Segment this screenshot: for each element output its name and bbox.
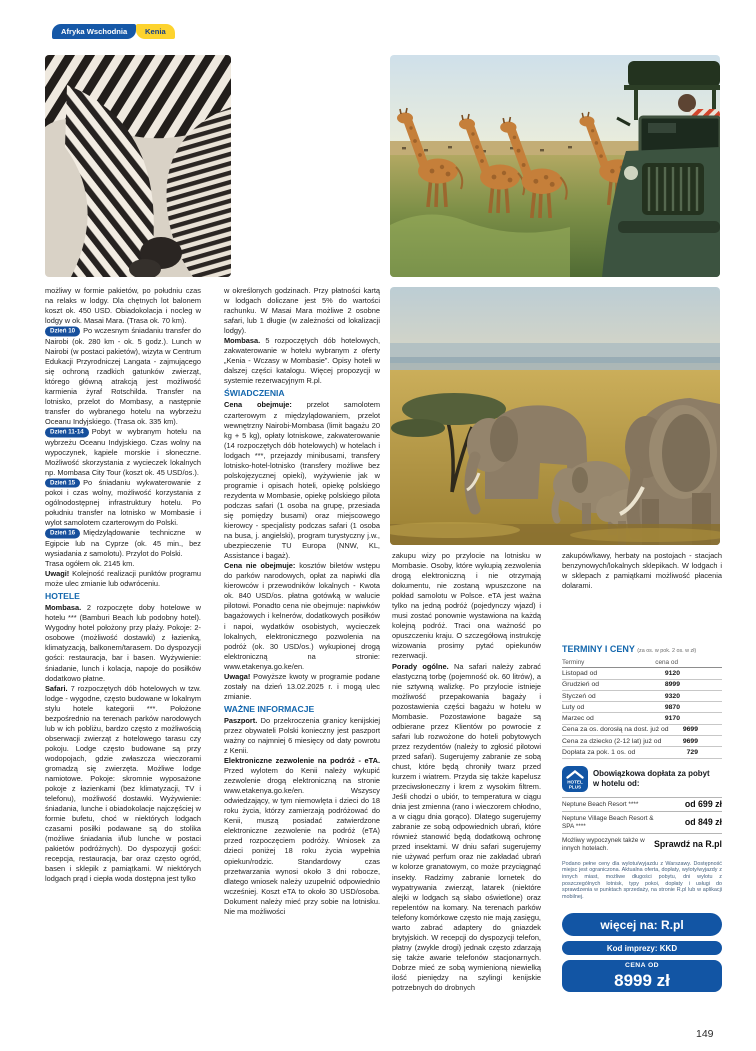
price-row-value: 8999 <box>664 681 680 689</box>
price-row-value: 9699 <box>682 726 698 734</box>
other-hotels-note: Możliwy wypoczynek także w innych hotelach. <box>562 837 645 853</box>
itinerary-day <box>45 528 201 559</box>
note-text: Kolejność realizacji punktów programu może ulec zmianie lub odwróceniu. <box>45 569 201 589</box>
hotel-mombasa2-paragraph <box>224 336 380 386</box>
itinerary-day <box>45 427 201 478</box>
giraffe-safari-photo <box>390 55 720 277</box>
hotel-plus-icon <box>562 766 588 792</box>
route-total: Trasa ogółem ok. 2145 km. <box>45 559 135 569</box>
hotel-mombasa-paragraph <box>45 603 201 683</box>
price-row-label: Listopad od <box>562 669 598 677</box>
paragraph-text: kosztów biletów wstępu do parków narodowych, opłat za napiwki dla kierowców i przewodników lokalnych - Kwota ok. 840 USD/os. płatna gotówką w walucie pilotowi. Ponadto cena nie obejmuje: napiwków bagażowych i kelnerów, dodatkowych posiłków i napoi, wydatków osobistych, wycieczek lokalnych, elektronicznego pozwolenia na podróż (ok. 30 USD/os.) wykupionej drogą elektroniczną na stronie: www.etakenya.go.ke/en. <box>224 561 380 671</box>
elephant-photo <box>390 287 720 545</box>
text-column-3 <box>392 551 541 1016</box>
itinerary-continuation: możliwy w formie pakietów, po południu czas na relaks w lodgy. Dla chętnych lot balonem koszt ok. 450 USD. Obiadokolacja i nocleg w lodgy w ok. Masai Mara. (Trasa ok. 70 km). <box>45 286 201 326</box>
offer-buttons <box>562 913 722 992</box>
hotel-supplement-row <box>562 833 722 855</box>
price-row <box>562 668 722 679</box>
day-badge: Dzień 15 <box>45 478 80 488</box>
paragraph-text: 2 rozpoczęte doby hotelowe w hotelu *** (Bamburi Beach lub podobny hotel). Wygodny hotel położony przy plaży. Pokoje: 2-osobowe (możliwość dostawki) z łazienką, klimatyzacją, balkonem/tarasem. Do dyspozycji gości: restauracja, bar i basen. Wyżywienie: śniadanie, lunch i kolacja, napoje do posiłków dodatkowo płatne. <box>45 603 201 683</box>
region-tag: Afryka Wschodnia <box>52 24 136 39</box>
text-column-4 <box>562 551 722 599</box>
hotel-supplement-row <box>562 811 722 833</box>
itinerary-day <box>45 478 201 529</box>
day-text: Po wczesnym śniadaniu transfer do Nairobi (ok. 280 km - ok. 5 godz.). Lunch w Nairobi (w postaci pakietów), wizyta w Centrum Edukacji Przyrodniczej Langata - zajmującego się ochroną rzadkich gatunków zwierząt, którego główną atrakcją jest możliwość karmienia żyraf Rotschilda. Transfer na lotnisko, przelot do Mombasy, a następnie transfer do wybranego hotelu na wybrzeżu Oceanu Indyjskiego. (Trasa ok. 335 km). <box>45 326 201 427</box>
paragraph-text: Na safari należy zabrać elastyczną torbę (pojemność ok. 60 litrów), a nie sztywną walizkę. Po przylocie istnieje możliwość przepakowania bagaży i pozostawienia części bagażu w hotelu w Mombasie. Pozostawione bagaże są odbierane przez Klientów po powrocie z safari lub rozwożone do hoteli pobytowych przez rezydentów (należy to zgłosić pilotowi przed safari). Sugerujemy zabranie ze sobą chust, które będą chroniły twarz przed kurzem i wiatrem. Przyda się także kapelusz przeciwsłoneczny i krem z wysokim filtrem. Jeśli chodzi o ubiór, to temperatura w ciągu dnia jest zmienna (rano i wieczorem chłodno, a w ciągu dnia gorąco). Dlatego sugerujemy zabranie ze sobą odpowiednich ubrań, które również stanowić będą dodatkową ochronę przed insektami. W dniu safari sugerujemy nie używać perfum oraz nie zakładać ubrań w kolorze granatowym, co może przyciągnąć insekty. Radzimy zabranie lornetek do wypatrywania zwierząt, latarek (niektóre alejki w lodgach są słabo oświetlone) oraz repelentów na komary. Na terenach parków telefony komórkowe często nie mają zasięgu, warto zabrać adaptery do gniazdek brytyjskich. W recepcji do dyspozycji telefon, płatny (zwykle drogi) jednak często zdarzają się także awarie telefonów stacjonarnych. Dobrze mieć ze sobą wymienioną niewielką ilość pieniędzy na szylingi kenijskie potrzebnych do drobnych <box>392 661 541 993</box>
price-row-label: Dopłata za pok. 1 os. od <box>562 749 636 757</box>
day-text: Międzylądowanie techniczne w Egipcie lub na Cyprze (ok. 45 min., bez wysiadania z samolotu). Przylot do Polski. <box>45 528 201 559</box>
fine-print: Podano pełne ceny dla wylotu/wyjazdu z Warszawy. Dostępność miejsc jest ograniczona. Aktualna oferta, dopłaty, wyloty/wyjazdy z innych miast, możliwe długości pobytu, dni wylotu z poszczególnych lotnisk, typy pokoi, dopłaty i usługi do sprawdzenia w punktach sprzedaży, na stronie R.pl lub w aplikacji mobilnej. <box>562 860 722 901</box>
paragraph-lead: Mombasa. <box>224 336 261 346</box>
price-row <box>562 713 722 724</box>
passport-paragraph <box>224 716 380 756</box>
paragraph-lead: Porady ogólne. <box>392 661 449 671</box>
price-table-header <box>562 657 722 668</box>
price-row <box>562 702 722 713</box>
itinerary-note <box>45 569 201 589</box>
price-row-value: 9699 <box>682 737 698 745</box>
hotels-continuation: w określonych godzinach. Przy płatności kartą w lodgach doliczane jest 5% do wartości rachunku. W Masai Mara możliwe 2 osobne safari, lub 1 długie (w zależności od lokalizacji lodgy). <box>224 286 380 336</box>
price-row-label: Styczeń od <box>562 692 596 700</box>
more-on-rpl-button[interactable]: więcej na: R.pl <box>562 913 722 936</box>
hotel-supplement-price: od 699 zł <box>684 798 722 809</box>
itinerary-day <box>45 326 201 427</box>
general-advice-paragraph <box>392 662 541 994</box>
price-row-extra <box>562 736 722 747</box>
warning-paragraph <box>224 672 380 702</box>
price-row-value: 9120 <box>664 669 680 677</box>
price-from-label: CENA OD <box>625 962 659 970</box>
price-row <box>562 691 722 702</box>
text-column-1 <box>45 286 201 1016</box>
price-from-value: 8999 zł <box>614 970 670 990</box>
section-header-important-info: WAŻNE INFORMACJE <box>224 703 315 714</box>
day-badge: Dzień 10 <box>45 327 80 337</box>
section-header-services: ŚWIADCZENIA <box>224 388 285 399</box>
zebra-photo <box>45 55 231 277</box>
paragraph-text: 5 rozpoczętych dób hotelowych, zakwaterowanie w hotelu wybranym z oferty „Kenia - Wczasy w Mombasie”. Opisy hoteli w dalszej części katalogu. Więcej propozycji w systemie rezerwacyjnym R.pl. <box>224 336 380 386</box>
giraffe-illustration <box>390 55 720 277</box>
column-label: Terminy <box>562 658 585 666</box>
trip-code-badge: Kod imprezy: KKD <box>562 941 722 955</box>
elephant-illustration <box>390 287 720 545</box>
day-badge: Dzień 16 <box>45 529 80 539</box>
price-row-label: Cena za dziecko (2-12 lat) już od <box>562 737 662 745</box>
day-badge: Dzień 11-14 <box>45 428 89 438</box>
price-row-label: Grudzień od <box>562 681 600 689</box>
hotel-plus-badge-text: HOTEL <box>567 779 583 785</box>
zebra-illustration <box>45 55 231 277</box>
paragraph-lead: Safari. <box>45 683 68 693</box>
price-badge <box>562 960 722 992</box>
price-excludes-paragraph <box>224 561 380 672</box>
paragraph-lead: Cena obejmuje: <box>224 400 292 410</box>
price-row-value: 729 <box>686 749 698 757</box>
day-text: Pobyt w wybranym hotelu na wybrzeżu Oceanu Indyjskiego. Czas wolny na wypoczynek, kąpiele morskie i słoneczne. Możliwość skorzystania z wycieczek lokalnych np. Mombasa City Tour (koszt ok. 45 USD/os.). <box>45 427 201 477</box>
price-row-extra <box>562 747 722 758</box>
paragraph-lead: Elektroniczne zezwolenie na podróż - eTA. <box>224 756 380 766</box>
note-lead: Uwagi! <box>45 569 70 579</box>
price-includes-paragraph <box>224 400 380 561</box>
paragraph-text: Powyższe kwoty w programie podane zostały na dzień 13.02.2025 r. i mogą ulec zmianie. <box>224 671 380 701</box>
check-on-rpl-link[interactable]: Sprawdź na R.pl <box>654 839 722 850</box>
hotel-plus-badge-text: PLUS <box>568 784 582 790</box>
eta-paragraph <box>224 756 380 917</box>
paragraph-text: Do przekroczenia granicy kenijskiej przez obywateli Polski konieczny jest paszport ważny co najmniej 6 miesięcy od daty powrotu z Kenii. <box>224 715 380 756</box>
page-number: 149 <box>696 1028 714 1040</box>
text-column-2 <box>224 286 380 1016</box>
terms-title <box>562 644 722 654</box>
paragraph-text: przelot samolotem czarterowym z międzylądowaniem, przelot wewnętrzny Nairobi-Mombasa (limit bagażu 20 kg + 5 kg), opłaty lotniskowe, zakwaterowanie (14 rozpoczętych dób hotelowych) w hotelach i lodgach ***, przejazdy minibusami, transfery lotnisko-hotel-lotnisko (transfery możliwe bez polskojęzycznej opieki), wyżywienie jak w programie i opisach hoteli, opiekę polskiego rezydenta w Mombasie, opiekę polskiego pilota podczas safari (1 osoba na grupę, przesiada się pomiędzy busami) oraz miejscowego kierowcy - specjalisty podczas safari (1 osoba na busa, j. angielski), program turystyczny j.w., ubezpieczenie TU Europa (NNW, KL, Assistance i bagaż). <box>224 400 380 561</box>
price-row-value: 9320 <box>664 692 680 700</box>
paragraph-text: Przed wylotem do Kenii należy wykupić zezwolenie drogą elektroniczną na stronie www.etakenya.go.ke/en. Wszyscy odwiedzający, w tym niemowlęta i dzieci do 18 roku życia, którzy zamierzają podróżować do Kenii, muszą posiadać zatwierdzone elektroniczne zezwolenie na podróż (eTA) przed rozpoczęciem podróży. Wniosek za dzieci poniżej 18 roku życia wypełnia opiekun/rodzic. Standardowy czas przetwarzania wynosi około 3 dni robocze, dlatego wniosek należy uzupełnić odpowiednio wcześniej. Koszt eTA to około 30 USD/osoba. Dokument należy mieć przy sobie na lotnisku. Nie ma możliwości <box>224 766 380 916</box>
price-row-value: 9870 <box>664 703 680 711</box>
price-row-label: Luty od <box>562 703 585 711</box>
hotel-name: Neptune Village Beach Resort & SPA **** <box>562 815 654 830</box>
terms-and-prices-panel <box>562 644 722 901</box>
hotel-name: Neptune Beach Resort **** <box>562 800 639 808</box>
price-row-label: Cena za os. dorosłą na dost. już od <box>562 726 669 734</box>
price-row <box>562 680 722 691</box>
paragraph-text: 7 rozpoczętych dób hotelowych w tzw. lodge - wygodne, często budowane w lokalnym stylu hotele kategorii ***. Położone bezpośrednio na terenach parków narodowych lub w ich pobliżu, bardzo często z możliwością obserwacji zwierząt z hotelowego tarasu czy pokoju. Lodge często budowane są przy wodopojach, gdzie zwłaszcza wieczorami gromadzą się zwierzęta. Możliwe lodge namiotowe. Pokoje: skromnie wyposażone pokoje z łazienkami (bez klimatyzacji, TV i telefonu), możliwość dostawki. Wyżywienie: śniadania, lunche i obiadokolacje najczęściej w formie bufetu, choć w niektórych lodgach czasami posiłki podawane są do stolika (możliwe śniadania i/lub lunche w postaci pakietów podróżnych). Do dyspozycji gości: recepcja, restauracja, bar oraz często ogród, basen i sklepik z pamiątkami. W niektórych lodgach prąd i ciepła woda dostępna jest tylko <box>45 683 201 884</box>
terms-title-text: TERMINY I CENY <box>562 644 635 654</box>
hotel-supplement-price: od 849 zł <box>684 817 722 828</box>
price-row-extra <box>562 725 722 736</box>
column-value: cena od <box>655 658 678 666</box>
hotel-safari-paragraph <box>45 684 201 885</box>
hotel-plus-header <box>562 766 722 792</box>
section-header-hotels: HOTELE <box>45 591 80 602</box>
paragraph-lead: Cena nie obejmuje: <box>224 561 296 571</box>
paragraph-lead: Uwaga! <box>224 671 251 681</box>
paragraph-lead: Mombasa. <box>45 603 82 613</box>
country-tag: Kenia <box>136 24 175 39</box>
hotel-plus-title: Obowiązkowa dopłata za pobyt w hotelu od: <box>593 769 710 788</box>
terms-subtitle: (za os. w pok. 2 os. w zł) <box>637 648 697 654</box>
advice-continuation: zakupów/kawy, herbaty na postojach - stacjach benzynowych/lokalnych sklepikach. W lodgach i w sklepach z pamiątkami możliwość płacenia dolarami. <box>562 551 722 591</box>
paragraph-lead: Paszport. <box>224 715 258 725</box>
price-table <box>562 657 722 759</box>
eta-continuation: zakupu wizy po przylocie na lotnisku w Mombasie. Osoby, które wykupią zezwolenia drogą elektroniczną i nie otrzymają dokumentu, nie zostaną wpuszczone na pokład samolotu w Polsce. eTA jest ważna tylko na jedną podróż (pojedynczy wjazd) i musi zostać ponownie wystawiona na każdą kolejną podróż. Traci ona ważność po opuszczeniu kraju. O szczegółową instrukcję wizowania prosimy pytać opiekunów rezerwacji. <box>392 551 541 661</box>
price-row-value: 9170 <box>664 715 680 723</box>
hotel-supplement-row <box>562 797 722 812</box>
day-text: Po śniadaniu wykwaterowanie z pokoi i czas wolny, możliwość korzystania z ogólnodostępnej infrastruktury hotelu. Po południu transfer na lotnisko w Mombasie i wylot samolotem czarterowym do Polski. <box>45 477 201 528</box>
price-row-label: Marzec od <box>562 715 594 723</box>
